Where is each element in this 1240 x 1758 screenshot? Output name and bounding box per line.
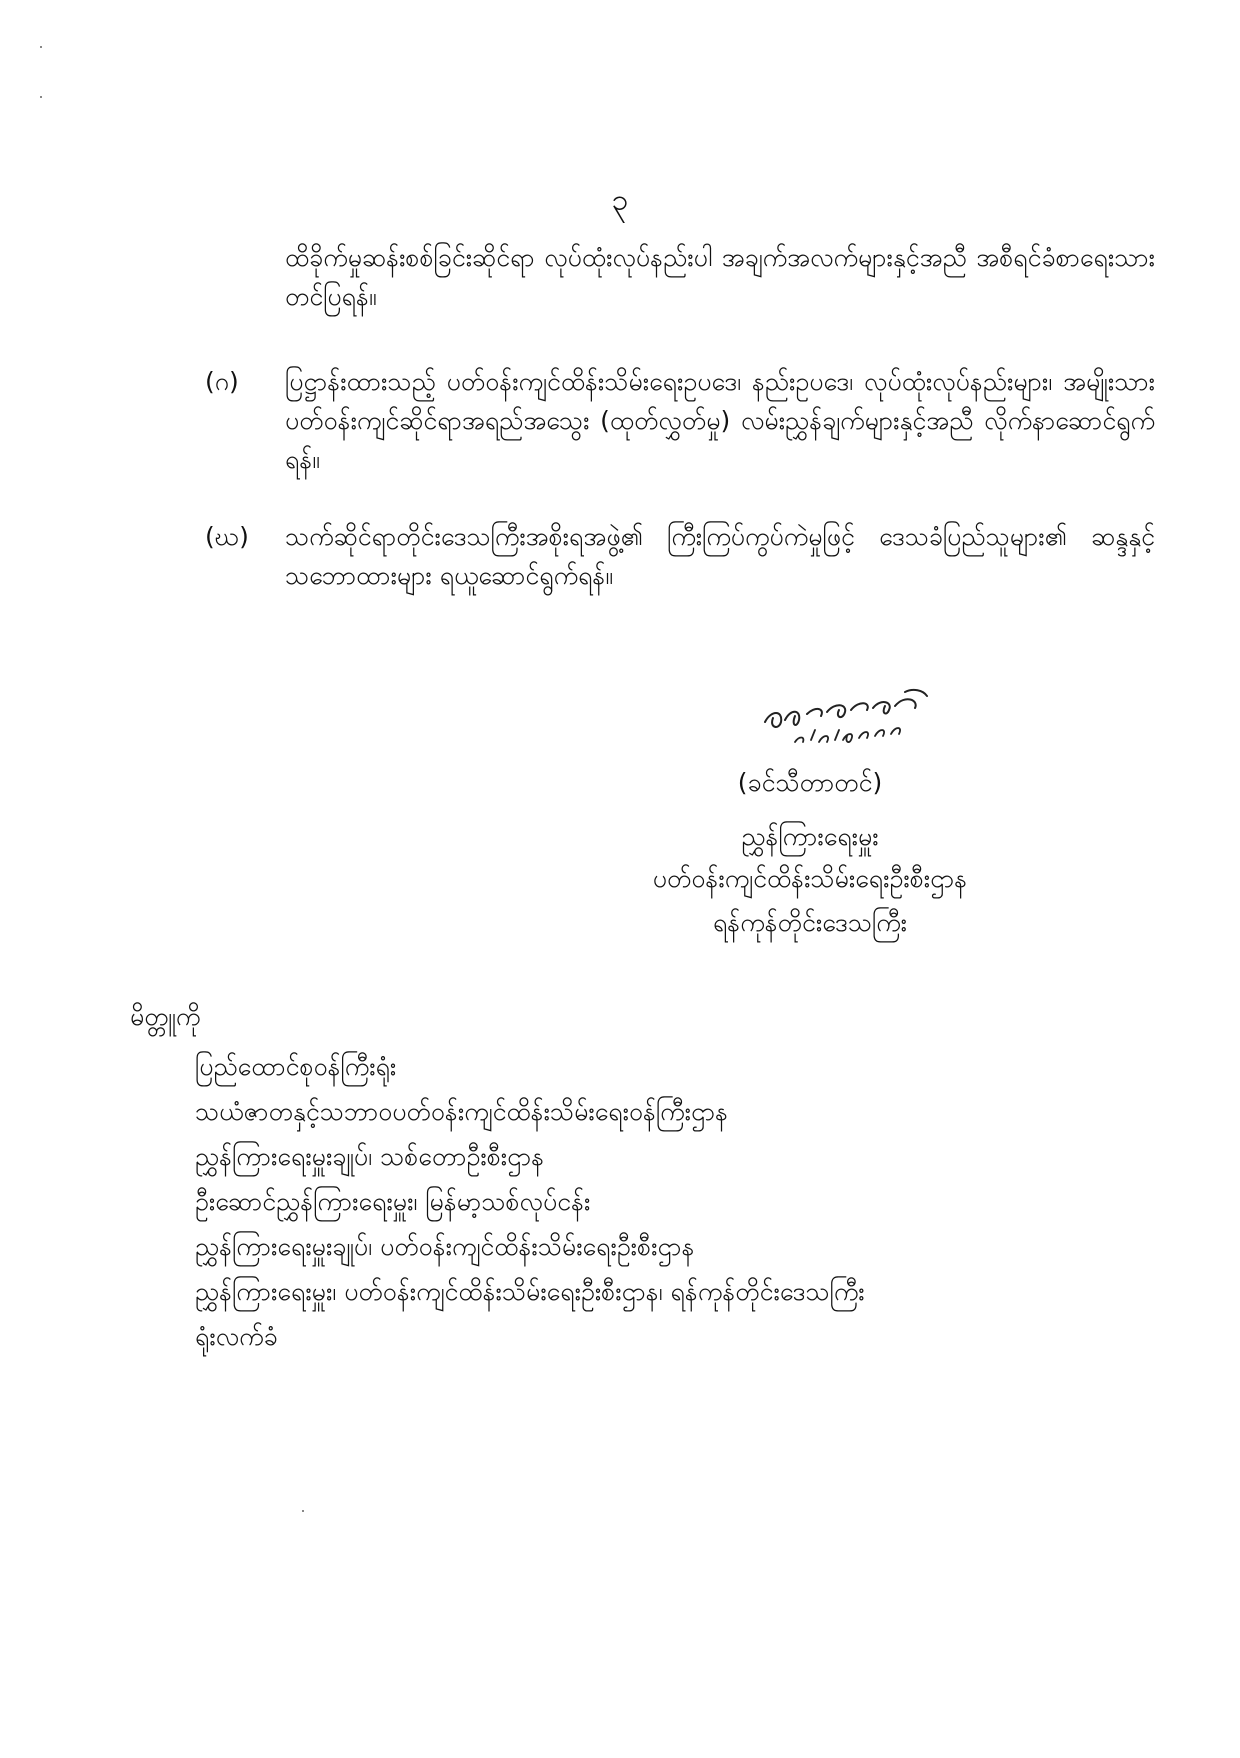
scan-speck xyxy=(40,46,42,48)
cc-recipient: ညွှန်ကြားရေးမှူး၊ ပတ်ဝန်းကျင်ထိန်းသိမ်းရေးဦးစီးဌာန၊ ရန်ကုန်တိုင်းဒေသကြီး xyxy=(195,1277,865,1306)
cc-label: မိတ္တူကို xyxy=(130,1002,201,1031)
signature-block xyxy=(560,680,1060,980)
scan-speck xyxy=(40,96,42,98)
signatory-department: ပတ်ဝန်းကျင်ထိန်းသိမ်းရေးဦးစီးဌာန xyxy=(652,864,968,893)
cc-recipient: သယံဇာတနှင့်သဘာဝပတ်ဝန်းကျင်ထိန်းသိမ်းရေးဝန်ကြီးဌာန xyxy=(195,1097,729,1126)
cc-recipient: ဦးဆောင်ညွှန်ကြားရေးမှူး၊ မြန်မာ့သစ်လုပ်ငန်း xyxy=(195,1187,591,1216)
list-item-text: သက်ဆိုင်ရာတိုင်းဒေသကြီးအစိုးရအဖွဲ့၏ ကြီးကြပ်ကွပ်ကဲမှုဖြင့် ဒေသခံပြည်သူများ၏ ဆန္ဒနှင့်သဘောထားများ ရယူဆောင်ရွက်ရန်။ xyxy=(285,522,1155,590)
list-marker: (ဃ) xyxy=(205,522,249,551)
list-marker: (ဂ) xyxy=(205,367,239,396)
cc-recipient-list xyxy=(195,1050,1095,1365)
cc-recipient: ပြည်ထောင်စုဝန်ကြီးရုံး xyxy=(195,1052,397,1081)
signatory-region: ရန်ကုန်တိုင်းဒေသကြီး xyxy=(712,908,908,937)
signatory-title: ညွှန်ကြားရေးမှူး xyxy=(741,822,879,851)
cc-recipient: ညွှန်ကြားရေးမှူးချုပ်၊ သစ်တောဦးစီးဌာန xyxy=(195,1142,545,1171)
scan-speck xyxy=(302,1510,304,1512)
list-item-text: ပြဋ္ဌာန်းထားသည့် ပတ်ဝန်းကျင်ထိန်းသိမ်းရေးဥပဒေ၊ နည်းဥပဒေ၊ လုပ်ထုံးလုပ်နည်းများ၊ အမျိုးသားပတ်ဝန်းကျင်ဆိုင်ရာအရည်အသွေး (ထုတ်လွှတ်မှု) လမ်းညွှန်ချက်များနှင့်အညီ လိုက်နာဆောင်ရွက်ရန်။ xyxy=(285,367,1155,474)
intro-paragraph: ထိခိုက်မှုဆန်းစစ်ခြင်းဆိုင်ရာ လုပ်ထုံးလုပ်နည်းပါ အချက်အလက်များနှင့်အညီ အစီရင်ခံစာရေးသားတင်ပြရန်။ xyxy=(285,243,1155,311)
handwritten-signature xyxy=(755,680,935,750)
cc-recipient: ရုံးလက်ခံ xyxy=(195,1322,278,1351)
signatory-name: (ခင်သီတာတင်) xyxy=(737,768,883,797)
cc-recipient: ညွှန်ကြားရေးမှူးချုပ်၊ ပတ်ဝန်းကျင်ထိန်းသိမ်းရေးဦးစီးဌာန xyxy=(195,1232,695,1261)
page-number: ၃ xyxy=(611,183,629,218)
